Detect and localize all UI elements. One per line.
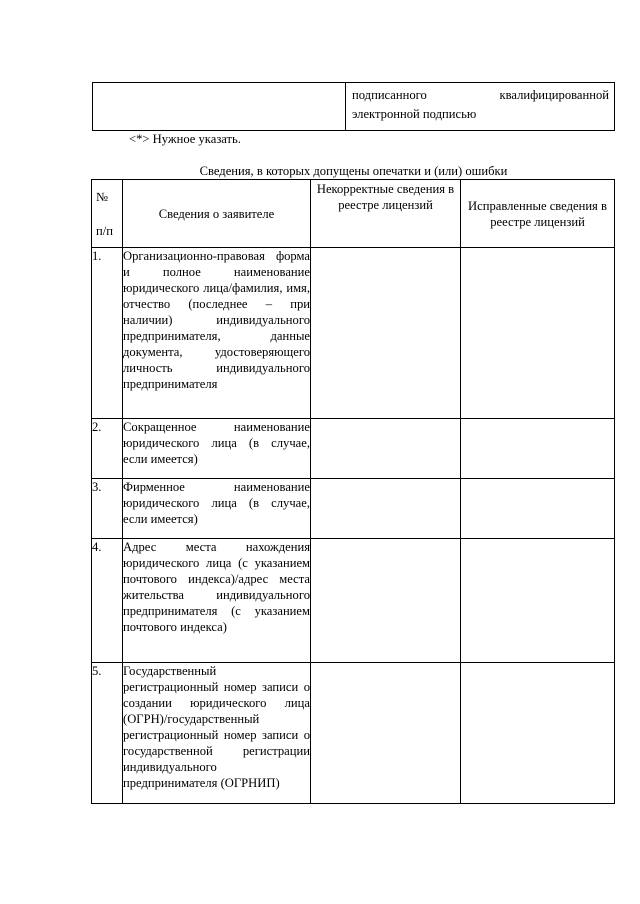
header-number-abbr: п/п bbox=[96, 223, 113, 238]
row-incorrect-cell bbox=[311, 248, 461, 419]
row-description: Государственный регистрационный номер записи о создании юридического лица (ОГРН)/государственный регистрационный номер записи о государственной регистрации индивидуального предпринимателя (ОГРНИП) bbox=[123, 663, 311, 804]
table-row bbox=[92, 479, 615, 539]
header-applicant-info: Сведения о заявителе bbox=[123, 180, 311, 248]
signature-table bbox=[92, 82, 615, 131]
row-number: 2. bbox=[92, 419, 123, 479]
header-number-symbol: № bbox=[96, 189, 109, 204]
corrections-table bbox=[91, 179, 615, 804]
header-incorrect: Некорректные сведения в реестре лицензий bbox=[311, 180, 461, 248]
row-corrected-cell bbox=[461, 248, 615, 419]
signature-table-right-cell: подписанного квалифицированной электронной подписью bbox=[352, 88, 609, 121]
row-corrected-cell bbox=[461, 539, 615, 663]
row-incorrect-cell bbox=[311, 539, 461, 663]
section-title: Сведения, в которых допущены опечатки и (или) ошибки bbox=[199, 164, 508, 178]
row-description: Адрес места нахождения юридического лица (с указанием почтового индекса)/адрес места жительства индивидуального предпринимателя (с указанием почтового индекса) bbox=[123, 539, 311, 663]
row-corrected-cell bbox=[461, 479, 615, 539]
table-row bbox=[92, 248, 615, 419]
row-description: Фирменное наименование юридического лица (в случае, если имеется) bbox=[123, 479, 311, 539]
header-number bbox=[92, 180, 123, 248]
footnote: <*> Нужное указать. bbox=[129, 132, 241, 146]
row-description: Сокращенное наименование юридического лица (в случае, если имеется) bbox=[123, 419, 311, 479]
table-row bbox=[92, 419, 615, 479]
row-number: 4. bbox=[92, 539, 123, 663]
row-corrected-cell bbox=[461, 419, 615, 479]
row-number: 3. bbox=[92, 479, 123, 539]
header-corrected: Исправленные сведения в реестре лицензий bbox=[461, 180, 615, 248]
row-incorrect-cell bbox=[311, 419, 461, 479]
row-incorrect-cell bbox=[311, 663, 461, 804]
table-row bbox=[92, 663, 615, 804]
row-number: 1. bbox=[92, 248, 123, 419]
table-row bbox=[92, 539, 615, 663]
signature-table-left-cell bbox=[93, 83, 346, 130]
row-description: Организационно-правовая форма и полное наименование юридического лица/фамилия, имя, отчество (последнее – при наличии) индивидуального предпринимателя, данные документа, удостоверяющего личность индивидуального предпринимателя bbox=[123, 248, 311, 419]
row-corrected-cell bbox=[461, 663, 615, 804]
table-header-row bbox=[92, 180, 615, 248]
row-number: 5. bbox=[92, 663, 123, 804]
row-incorrect-cell bbox=[311, 479, 461, 539]
